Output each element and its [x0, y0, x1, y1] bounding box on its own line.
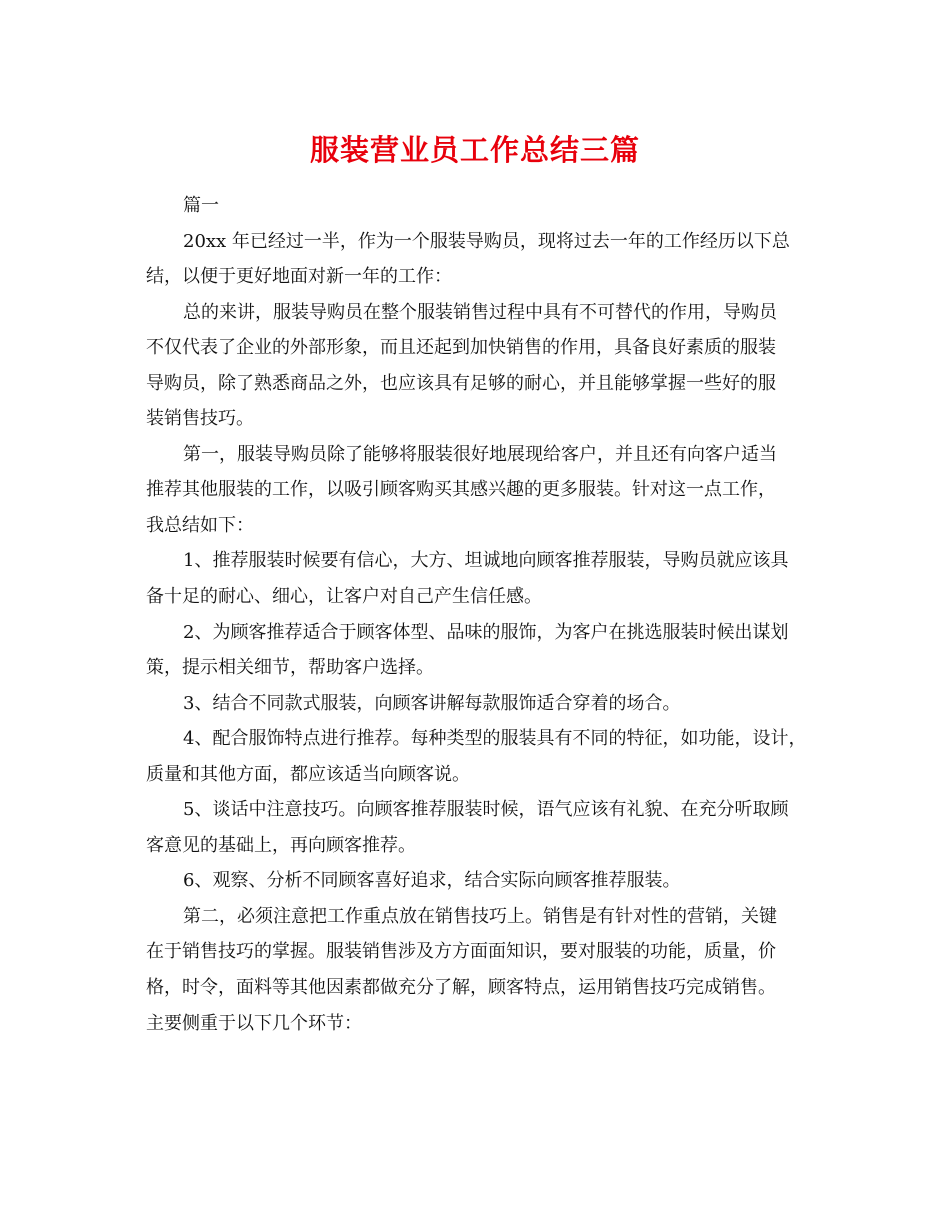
paragraph-line: 格，时令，面料等其他因素都做充分了解，顾客特点，运用销售技巧完成销售。	[146, 977, 776, 998]
paragraph-line: 装销售技巧。	[146, 408, 254, 429]
paragraph-line: 1、推荐服装时候要有信心，大方、坦诚地向顾客推荐服装，导购员就应该具	[183, 550, 789, 571]
paragraph-line: 我总结如下：	[146, 515, 254, 536]
paragraph-line: 结，以便于更好地面对新一年的工作：	[146, 266, 452, 287]
document-title: 服装营业员工作总结三篇	[309, 133, 640, 167]
paragraph-line: 5、谈话中注意技巧。向顾客推荐服装时候，语气应该有礼貌、在充分听取顾	[183, 799, 789, 820]
section-heading: 篇一	[183, 195, 219, 216]
paragraph-line: 第一，服装导购员除了能够将服装很好地展现给客户，并且还有向客户适当	[183, 444, 777, 465]
paragraph-line: 2、为顾客推荐适合于顾客体型、品味的服饰，为客户在挑选服装时候出谋划	[183, 622, 789, 643]
paragraph-line: 导购员，除了熟悉商品之外，也应该具有足够的耐心，并且能够掌握一些好的服	[146, 373, 776, 394]
paragraph-line: 推荐其他服装的工作，以吸引顾客购买其感兴趣的更多服装。针对这一点工作，	[146, 479, 776, 500]
paragraph-line: 主要侧重于以下几个环节：	[146, 1013, 362, 1034]
paragraph-line: 在于销售技巧的掌握。服装销售涉及方方面面知识，要对服装的功能，质量，价	[146, 941, 776, 962]
paragraph-line: 第二，必须注意把工作重点放在销售技巧上。销售是有针对性的营销，关键	[183, 906, 777, 927]
paragraph-line: 4、配合服饰特点进行推荐。每种类型的服装具有不同的特征，如功能，设计，	[183, 728, 807, 749]
paragraph-line: 客意见的基础上，再向顾客推荐。	[146, 835, 416, 856]
paragraph-line: 20xx 年已经过一半，作为一个服装导购员，现将过去一年的工作经历以下总	[183, 231, 790, 252]
paragraph-line: 3、结合不同款式服装，向顾客讲解每款服饰适合穿着的场合。	[183, 693, 681, 714]
paragraph-line: 总的来讲，服装导购员在整个服装销售过程中具有不可替代的作用，导购员	[183, 302, 777, 323]
paragraph-line: 不仅代表了企业的外部形象，而且还起到加快销售的作用，具备良好素质的服装	[146, 337, 776, 358]
paragraph-line: 质量和其他方面，都应该适当向顾客说。	[146, 764, 470, 785]
paragraph-line: 策，提示相关细节，帮助客户选择。	[146, 657, 434, 678]
paragraph-line: 备十足的耐心、细心，让客户对自己产生信任感。	[146, 586, 542, 607]
paragraph-line: 6、观察、分析不同顾客喜好追求，结合实际向顾客推荐服装。	[183, 870, 681, 891]
